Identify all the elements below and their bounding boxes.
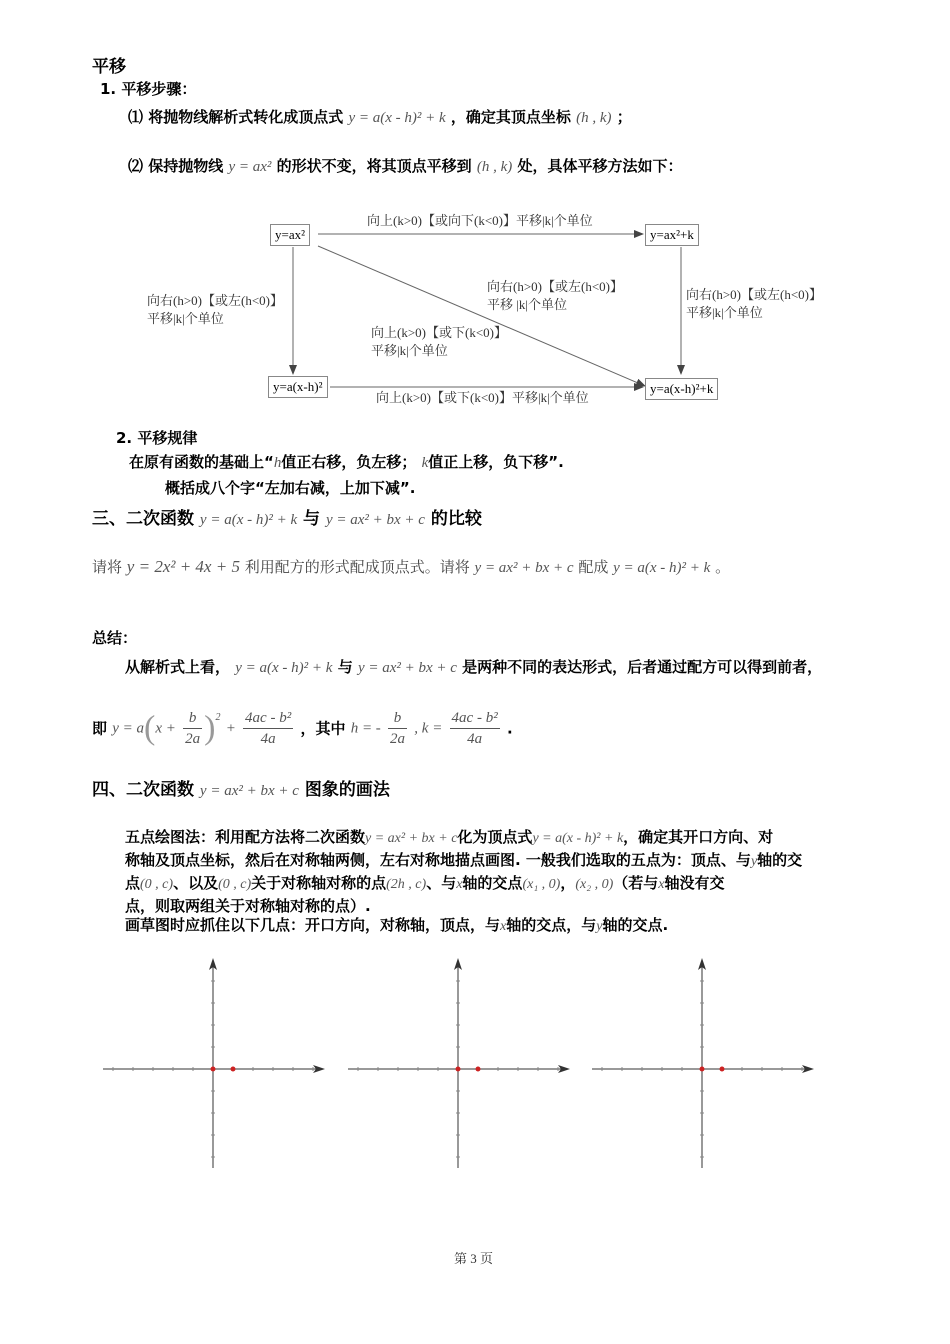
summary-title: 总结：: [92, 629, 138, 647]
s4-p3-p1: (0 , c): [140, 877, 174, 892]
step2-mid: 的形状不变，将其顶点平移到: [276, 157, 472, 175]
s4-p3-g: （若与: [613, 874, 659, 892]
s4-p2-y: y: [750, 854, 758, 869]
section3-title-b: 与: [303, 509, 321, 529]
s4-p2-a: 称轴及顶点坐标，然后在对称轴两侧，左右对称地描点画图. 一般我们选取的五点为：顶点、与: [125, 851, 751, 869]
summary-p2-k: , k =: [414, 720, 443, 737]
summary-p1-c: 是两种不同的表达形式，后者通过配方可以得到前者，: [462, 658, 823, 676]
frac-4ac-b2-4a: [243, 708, 293, 749]
rule-line1-a: 在原有函数的基础上“: [129, 453, 274, 471]
axes-2-origin-dot: [456, 1067, 461, 1072]
frac-k: [450, 708, 500, 749]
axes-3-origin-dot: [700, 1067, 705, 1072]
summary-p2: 即 y = a(x + $\frac{b}{2a}$ )$^2$ + $\frac{\text{4ac - b²}}{4a}$ ，其中 h = - $\frac{b}{2a}$ , k = $\frac{\text{4ac - b²}}{4a}$ .: [92, 709, 513, 747]
s4-p5-a: 画草图时应抓住以下几点：开口方向，对称轴，顶点，与: [125, 916, 501, 934]
axes-2-unit-dot: [476, 1067, 481, 1072]
label-diag-2: 平移 |k|个单位: [487, 297, 567, 312]
section4-title-a: 四、二次函数: [92, 780, 194, 800]
rule-k: k: [421, 455, 429, 471]
section3-formula-a: y = a(x - h)² + k: [199, 512, 298, 528]
coordinate-grids: [0, 950, 950, 1180]
summary-p2-b: ，其中: [300, 719, 346, 738]
s4-p5-x: x: [500, 919, 507, 934]
frac1-num: b: [183, 708, 202, 729]
q-c: 配成: [578, 558, 609, 576]
summary-p2-y: y = a: [112, 720, 145, 737]
step2-point: (h , k): [476, 159, 513, 175]
s4-p3-f: ，: [560, 874, 576, 892]
s4-p3-p5: (x₂ , 0): [575, 877, 614, 892]
section4-p1: [125, 826, 773, 847]
axes-3-unit-dot: [720, 1067, 725, 1072]
frac3-den: 2a: [390, 731, 406, 747]
q-formula3: y = a(x - h)² + k: [613, 560, 711, 576]
rule-title: 2. 平移规律: [116, 429, 198, 447]
s4-p3-a: 点: [125, 874, 141, 892]
frac4-num: 4ac - b²: [450, 708, 500, 729]
step1-point: (h , k): [576, 110, 612, 126]
frac3-num: b: [388, 708, 407, 729]
label-left-1: 向右(h>0)【或左(h<0)】: [147, 293, 283, 308]
summary-p2-a: 即: [92, 719, 108, 738]
axes-1-origin-dot: [211, 1067, 216, 1072]
step2-prefix: ⑵ 保持抛物线: [128, 157, 224, 175]
section3-title: [92, 504, 482, 529]
s4-p1-a: 五点绘图法：利用配方法将二次函数: [125, 828, 366, 846]
rule-line1-c: 值正上移，负下移”.: [428, 453, 564, 471]
summary-formula1: y = a(x - h)² + k: [235, 660, 333, 676]
q-b: 利用配方的形式配成顶点式。请将: [244, 558, 470, 576]
label-diag2-2: 平移|k|个单位: [371, 343, 448, 358]
step-title: 1. 平移步骤：: [100, 80, 197, 98]
rule-line1: [129, 451, 564, 472]
label-left-2: 平移|k|个单位: [147, 311, 224, 326]
frac2-den: 4a: [260, 731, 276, 747]
summary-p2-plus: +: [225, 720, 236, 737]
translation-diagram: [0, 0, 950, 420]
s4-p5-b: 轴的交点，与: [506, 916, 597, 934]
s4-p1-f2: y = a(x - h)² + k: [532, 831, 624, 846]
summary-p1: [125, 656, 822, 677]
section4-title-b: 图象的画法: [304, 780, 390, 800]
label-bottom: 向上(k>0)【或下(k<0)】平移|k|个单位: [376, 390, 589, 405]
box-y-ax2-plus-k: y=ax²+k: [645, 224, 699, 246]
q-d: 。: [715, 558, 731, 576]
page-number: 第 3 页: [454, 1251, 494, 1266]
s4-p3-d: 、与: [426, 874, 457, 892]
s4-p3-b: 、以及: [173, 874, 219, 892]
step1-end: ；: [616, 108, 632, 126]
q-a: 请将: [92, 558, 123, 576]
s4-p3-e: 轴的交点: [462, 874, 523, 892]
frac4-den: 4a: [467, 731, 483, 747]
label-top: 向上(k>0)【或向下(k<0)】平移|k|个单位: [367, 213, 593, 228]
rule-line1-b: 值正右移，负左移；: [281, 453, 417, 471]
s4-p1-f1: y = ax² + bx + c: [365, 831, 458, 846]
label-right-2: 平移|k|个单位: [686, 305, 763, 320]
box-y-ax2: y=ax²: [270, 224, 310, 246]
section4-title: [92, 775, 390, 800]
summary-p2-exp: 2: [215, 712, 221, 723]
s4-p5-y: y: [596, 919, 603, 934]
s4-p5-c: 轴的交点.: [602, 916, 669, 934]
box-y-a-x-h-2-plus-k: y=a(x-h)²+k: [645, 378, 718, 400]
section3-formula-b: y = ax² + bx + c: [325, 512, 425, 528]
s4-p3-x2: x: [658, 877, 665, 892]
summary-p1-b: 与: [337, 658, 353, 676]
label-diag-1: 向右(h>0)【或左(h<0)】: [487, 279, 623, 294]
section4-p5: [125, 914, 668, 935]
section4-p4: 点，则取两组关于对称轴对称的点）.: [125, 897, 371, 915]
frac-h: [388, 708, 407, 749]
label-right-1: 向右(h>0)【或左(h<0)】: [686, 287, 822, 302]
rule-line2: 概括成八个字“左加右减，上加下减”.: [165, 479, 416, 497]
arrow-diagonal: [318, 246, 645, 386]
rule-h: h: [273, 455, 282, 471]
summary-p1-a: 从解析式上看，: [125, 658, 231, 676]
s4-p1-c: ，确定其开口方向、对: [623, 828, 774, 846]
q-formula1: y = 2x² + 4x + 5: [126, 557, 240, 576]
section3-question: [92, 556, 730, 577]
summary-formula2: y = ax² + bx + c: [357, 660, 457, 676]
axes-1-unit-dot: [231, 1067, 236, 1072]
s4-p2-b: 轴的交: [757, 851, 803, 869]
section4-formula: y = ax² + bx + c: [199, 783, 299, 799]
step1-prefix: ⑴ 将抛物线解析式转化成顶点式: [128, 108, 344, 126]
step2-end: 处，具体平移方法如下：: [517, 157, 683, 175]
step1-formula: y = a(x - h)² + k: [348, 110, 446, 126]
summary-p2-x: x +: [155, 720, 176, 737]
frac2-num: 4ac - b²: [243, 708, 293, 729]
s4-p3-p3: (2h , c): [386, 877, 427, 892]
s4-p3-p4: (x₁ , 0): [522, 877, 561, 892]
step2-formula: y = ax²: [228, 159, 272, 175]
frac-b-2a: [183, 708, 202, 749]
s4-p3-p2: (0 , c): [218, 877, 252, 892]
section3-title-c: 的比较: [430, 509, 482, 529]
s4-p3-c: 关于对称轴对称的点: [251, 874, 387, 892]
s4-p3-x: x: [456, 877, 463, 892]
q-formula2: y = ax² + bx + c: [474, 560, 574, 576]
section3-title-a: 三、二次函数: [92, 509, 194, 529]
section4-p3: [125, 872, 725, 893]
summary-p2-h: h = -: [350, 720, 381, 737]
s4-p1-b: 化为顶点式: [457, 828, 533, 846]
summary-p2-end: .: [506, 719, 513, 738]
label-diag2-1: 向上(k>0)【或下(k<0)】: [371, 325, 507, 340]
section-title-pingyi: 平移: [92, 57, 126, 77]
frac1-den: 2a: [185, 731, 201, 747]
step1-mid: ，确定其顶点坐标: [450, 108, 571, 126]
s4-p3-h: 轴没有交: [664, 874, 725, 892]
section4-p2: [125, 849, 802, 870]
box-y-a-x-h-2: y=a(x-h)²: [268, 376, 328, 398]
